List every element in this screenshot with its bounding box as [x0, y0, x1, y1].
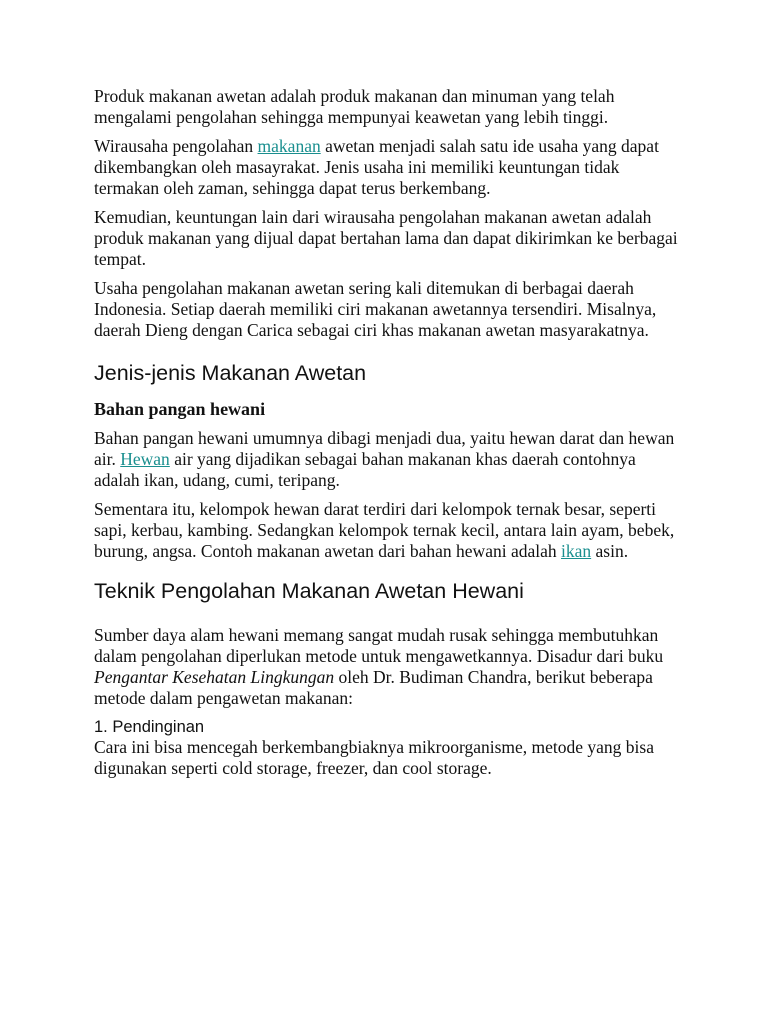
makanan-link[interactable]: makanan	[257, 136, 321, 156]
hewan-link[interactable]: Hewan	[120, 449, 170, 469]
pendinginan-paragraph: Cara ini bisa mencegah berkembangbiaknya mikroorganisme, metode yang bisa digunakan seperti cold storage, freezer, dan cool storage.	[94, 737, 654, 778]
text-span: oleh Dr. Budiman Chandra, berikut beberapa metode dalam pengawetan makanan:	[94, 667, 653, 708]
text-span: Wirausaha pengolahan	[94, 136, 258, 156]
intro-paragraph-1: Produk makanan awetan adalah produk makanan dan minuman yang telah mengalami pengolahan sehingga mempunyai keawetan yang lebih tinggi.	[94, 86, 615, 127]
section-heading-jenis: Jenis-jenis Makanan Awetan	[94, 361, 367, 385]
intro-paragraph-3: Kemudian, keuntungan lain dari wirausaha pengolahan makanan awetan adalah produk makanan yang dijual dapat bertahan lama dan dapat dikirimkan ke berbagai tempat.	[94, 207, 678, 269]
teknik-paragraph-1	[94, 625, 678, 709]
text-span: air yang dijadikan sebagai bahan makanan khas daerah contohnya adalah ikan, udang, cumi, teripang.	[94, 449, 636, 490]
hewani-paragraph-1	[94, 428, 678, 491]
hewani-paragraph-2	[94, 499, 678, 562]
text-span: Sementara itu, kelompok hewan darat terdiri dari kelompok ternak besar, seperti sapi, kerbau, kambing. Sedangkan kelompok ternak kecil, antara lain ayam, bebek, burung, angsa. Contoh makanan awetan dari bahan hewani adalah	[94, 499, 675, 561]
document-page	[94, 86, 678, 779]
text-span: Bahan pangan hewani umumnya dibagi menjadi dua, yaitu hewan darat dan hewan air.	[94, 428, 675, 469]
text-span: Sumber daya alam hewani memang sangat mudah rusak sehingga membutuhkan dalam pengolahan diperlukan metode untuk mengawetkannya. Disadur dari buku	[94, 625, 664, 666]
intro-paragraph-2	[94, 136, 678, 199]
section-heading-teknik: Teknik Pengolahan Makanan Awetan Hewani	[94, 579, 524, 603]
intro-paragraph-4: Usaha pengolahan makanan awetan sering kali ditemukan di berbagai daerah Indonesia. Setiap daerah memiliki ciri makanan awetannya tersendiri. Misalnya, daerah Dieng dengan Carica sebagai ciri khas makanan awetan masyarakatnya.	[94, 278, 657, 340]
ikan-link[interactable]: ikan	[561, 541, 592, 561]
text-span: awetan menjadi salah satu ide usaha yang dapat dikembangkan oleh masayrakat. Jenis usaha ini memiliki keuntungan tidak termakan oleh zaman, sehingga dapat terus berkembang.	[94, 136, 659, 198]
book-title: Pengantar Kesehatan Lingkungan	[94, 667, 335, 687]
list-item-heading-pendinginan: 1. Pendinginan	[94, 718, 205, 736]
subheading-bahan-pangan-hewani: Bahan pangan hewani	[94, 399, 266, 419]
text-span: asin.	[591, 541, 629, 561]
